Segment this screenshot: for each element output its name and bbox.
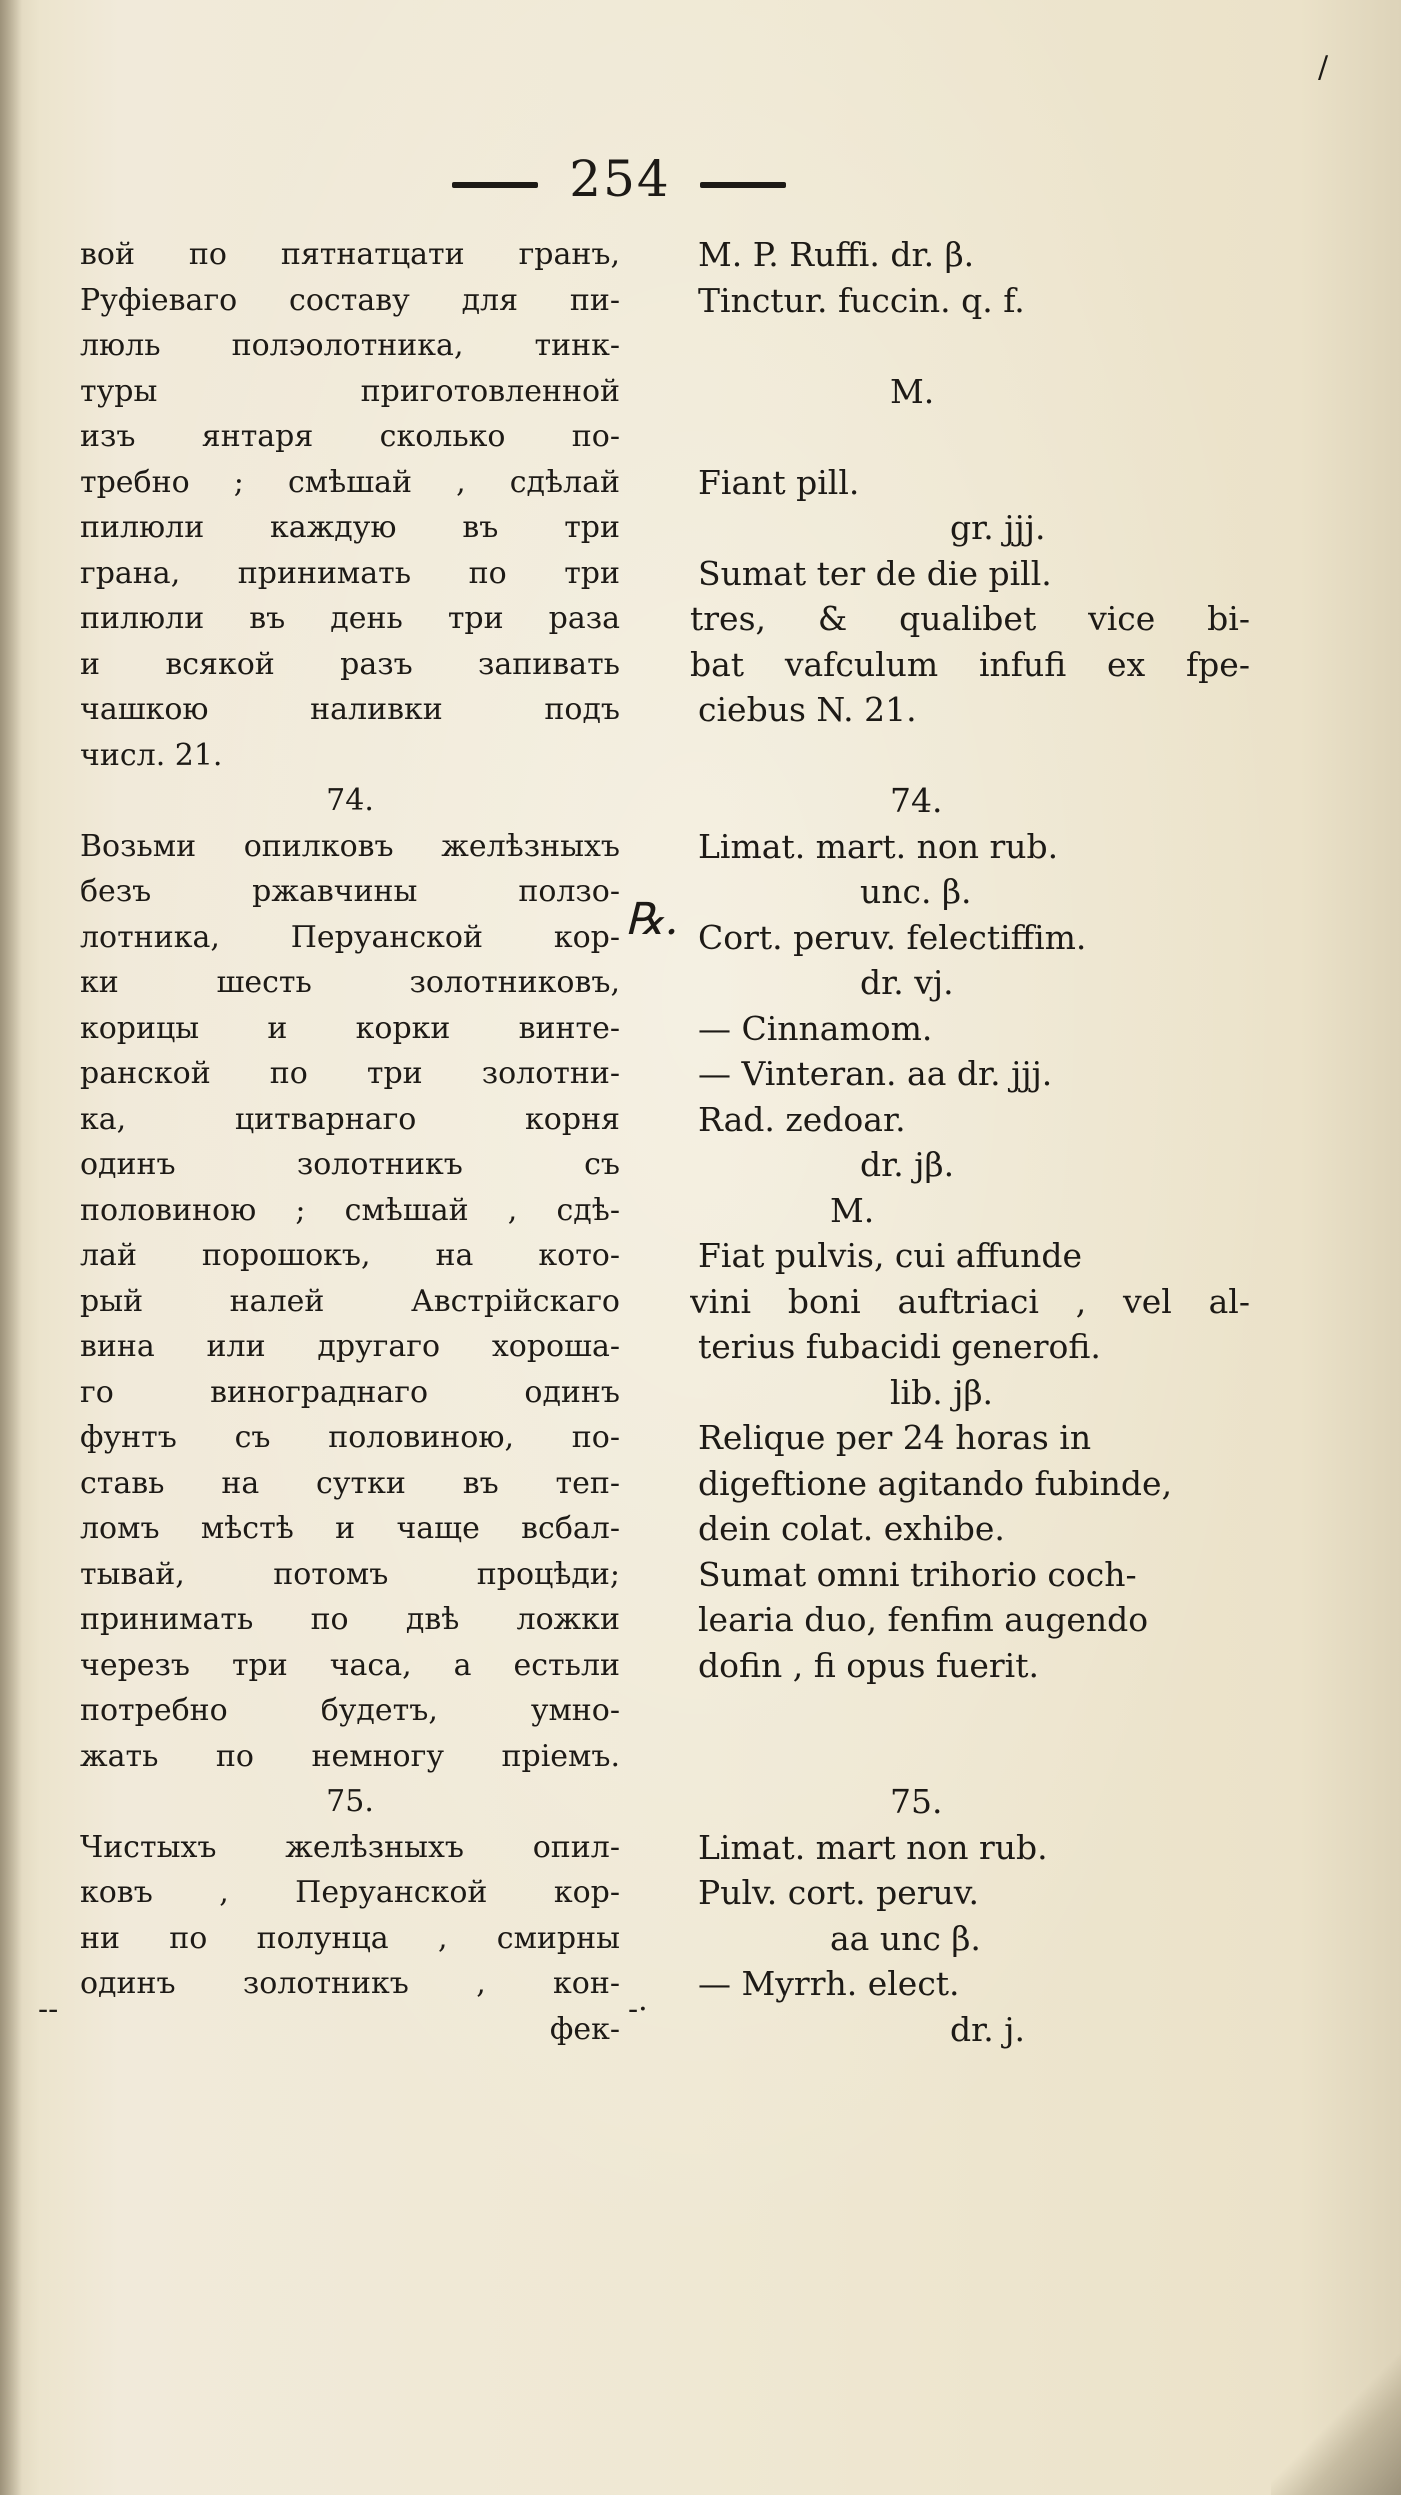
text-line: Limat. mart. non rub. [698,826,1059,866]
text-line: ни по полунца , смирны [80,1920,620,1956]
catchword: фек- [549,2011,620,2047]
text-line: грана, принимать по три [80,555,620,591]
text-line: dr. j. [950,2009,1025,2049]
text-line: и всякой разъ запивать [80,646,620,682]
text-line: половиною ; смѣшай , сдѣ- [80,1192,620,1228]
text-line: черезъ три часа, а естьли [80,1647,620,1683]
text-line: — Cinnamom. [698,1008,933,1048]
text-line: безъ ржавчины ползо- [80,874,620,909]
text-line: Sumat ter de die pill. [698,553,1052,593]
text-line: Rad. zedoar. [698,1099,906,1139]
text-line: terius fubacidi generofi. [698,1327,1101,1366]
text-line: dofin , fi opus fuerit. [698,1645,1039,1685]
text-line: одинъ золотникъ , кон- [80,1966,620,2001]
text-line: lib. jβ. [890,1372,994,1412]
text-line: потребно будетъ, умно- [80,1693,620,1728]
text-line: ки шесть золотниковъ, [80,965,620,1000]
prescription-sign: ℞. [625,894,679,945]
text-line: bat vafculum infufi ex fpe- [690,644,1250,684]
text-line: туры приготовленной [80,373,620,409]
margin-mark-top-right: / [1318,50,1329,85]
text-line: M. P. Ruffi. dr. β. [698,235,975,274]
text-line: корицы и корки винте- [80,1010,620,1046]
text-line: Чистыхъ желѣзныхъ опил- [80,1829,620,1865]
text-line: ставь на сутки въ теп- [80,1465,620,1501]
text-line: ковъ , Перуанской кор- [80,1875,620,1910]
recipe-number: 75. [326,1784,374,1819]
page-header [0,150,1401,220]
text-line: лотника, Перуанской кор- [80,919,620,955]
text-line: фунтъ съ половиною, по- [80,1420,620,1455]
text-line: Cort. peruv. felectiffim. [698,917,1087,957]
blank-line [690,1688,1250,1734]
text-line: требно ; смѣшай , сдѣлай [80,464,620,500]
margin-dash-left: -- [38,1992,59,2027]
blank-line [690,1734,1250,1780]
text-line: — Myrrh. elect. [698,1964,960,2003]
text-line: Tinctur. fuccin. q. f. [698,280,1025,320]
text-line: рый налей Австрійскаго [80,1283,620,1319]
text-line: Возьми опилковъ желѣзныхъ [80,828,620,864]
text-line: Relique per 24 horas in [698,1418,1092,1457]
text-line: вина или другаго хороша- [80,1329,620,1364]
text-line: dr. vj. [860,963,954,1002]
recipe-number: 75. [890,1782,943,1821]
text-line: ciebus N. 21. [698,690,917,729]
text-line: тывай, потомъ процѣди; [80,1556,620,1592]
russian-column [80,232,620,2052]
blank-line [690,414,1250,460]
text-line: Pulv. cort. peruv. [698,1873,979,1912]
recipe-number: 74. [326,783,374,818]
text-line: люль полэолотника, тинк- [80,328,620,363]
text-line: ранской по три золотни- [80,1056,620,1091]
text-line: чашкою наливки подъ [80,692,620,727]
text-line: жать по немногу пріемъ. [80,1738,620,1774]
text-line: aa unc β. [830,1918,981,1958]
margin-dash-mid: -· [628,1992,648,2027]
header-rule-left [452,182,538,188]
text-line: — Vinteran. aa dr. jjj. [698,1054,1053,1093]
text-line: числ. 21. [80,737,223,773]
text-line: M. [890,371,935,411]
text-line: Limat. mart non rub. [698,1827,1048,1867]
text-line: dr. jβ. [860,1145,955,1184]
text-line: Sumat omni trihorio coch- [698,1554,1137,1594]
text-line: одинъ золотникъ съ [80,1147,620,1182]
text-line: dein colat. exhibe. [698,1509,1005,1548]
text-line: принимать по двѣ ложки [80,1602,620,1637]
text-line: M. [830,1190,875,1230]
latin-column [690,232,1250,2052]
text-line: learia duo, fenfim augendo [698,1600,1149,1639]
blank-line [690,323,1250,369]
text-line: пилюли каждую въ три [80,510,620,545]
text-line: unc. β. [860,872,972,911]
blank-line [690,733,1250,779]
text-line: tres, & qualibet vice bi- [690,599,1250,638]
text-line: gr. jjj. [950,508,1046,547]
page-number: 254 [569,150,671,208]
recipe-number: 74. [890,781,943,820]
text-line: го винограднаго одинъ [80,1374,620,1410]
text-line: ломъ мѣстѣ и чаще всбал- [80,1511,620,1546]
text-line: лай порошокъ, на кото- [80,1238,620,1273]
text-line: Fiant pill. [698,462,860,502]
page-corner-shadow [1271,2305,1401,2495]
text-line: пилюли въ день три раза [80,601,620,636]
text-line: vini boni auftriaci , vel al- [690,1281,1250,1321]
text-line: вой по пятнатцати гранъ, [80,237,620,272]
text-line: digeftione agitando fubinde, [698,1463,1173,1503]
text-line: ка, цитварнаго корня [80,1101,620,1137]
text-line: изъ янтаря сколько по- [80,419,620,454]
header-rule-right [700,182,786,188]
text-line: Руфіеваго составу для пи- [80,282,620,318]
text-line: Fiat pulvis, cui affunde [698,1236,1082,1275]
